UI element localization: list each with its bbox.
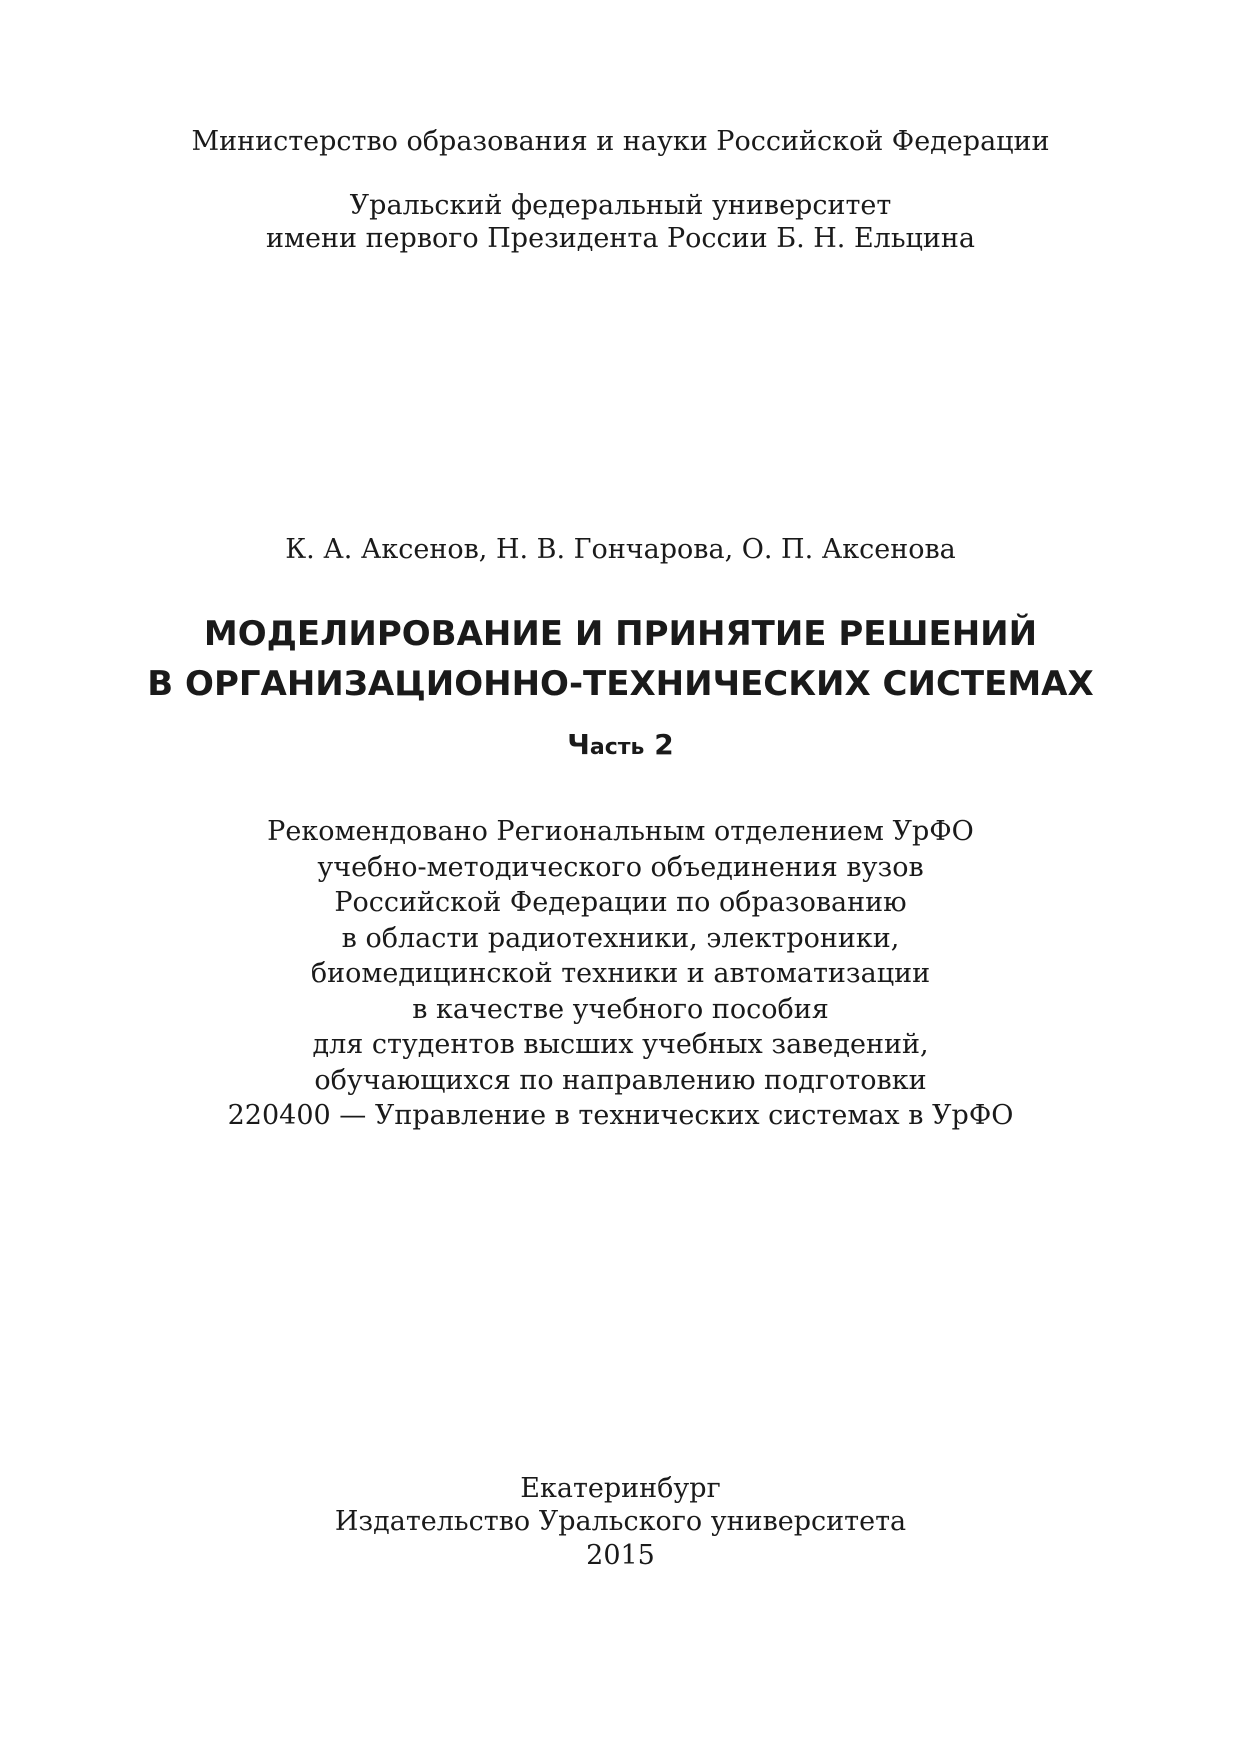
university-line-1: Уральский федеральный университет xyxy=(349,190,892,221)
ministry-line: Министерство образования и науки Российской Федерации xyxy=(191,126,1050,157)
recommendation-line: Российской Федерации по образованию xyxy=(334,887,907,918)
recommendation-line: для студентов высших учебных заведений, xyxy=(312,1029,929,1060)
recommendation-line: Рекомендовано Региональным отделением УрФО xyxy=(267,816,974,847)
imprint-year: 2015 xyxy=(586,1540,655,1571)
recommendation-line: в области радиотехники, электроники, xyxy=(341,922,900,954)
recommendation-line: 220400 — Управление в технических системах в УрФО xyxy=(227,1100,1014,1131)
recommendation-line: обучающихся по направлению подготовки xyxy=(314,1064,927,1096)
recommendation-block xyxy=(0,814,1241,1134)
recommendation-line: биомедицинской техники и автоматизации xyxy=(310,958,931,989)
imprint-publisher: Издательство Уральского университета xyxy=(334,1506,907,1537)
part-label xyxy=(0,728,1241,761)
part-word-rest: асть xyxy=(589,735,645,760)
book-title-line-2: В ОРГАНИЗАЦИОННО-ТЕХНИЧЕСКИХ СИСТЕМАХ xyxy=(147,664,1094,704)
university-line-2: имени первого Президента России Б. Н. Ельцина xyxy=(266,223,975,254)
authors: К. А. Аксенов, Н. В. Гончарова, О. П. Аксенова xyxy=(285,534,956,565)
imprint-city: Екатеринбург xyxy=(520,1473,721,1504)
part-number: 2 xyxy=(654,728,674,761)
recommendation-line: учебно-методического объединения вузов xyxy=(317,851,924,883)
book-title-line-1: МОДЕЛИРОВАНИЕ И ПРИНЯТИЕ РЕШЕНИЙ xyxy=(203,614,1038,654)
recommendation-line: в качестве учебного пособия xyxy=(412,993,829,1025)
part-initial: Ч xyxy=(567,728,590,761)
